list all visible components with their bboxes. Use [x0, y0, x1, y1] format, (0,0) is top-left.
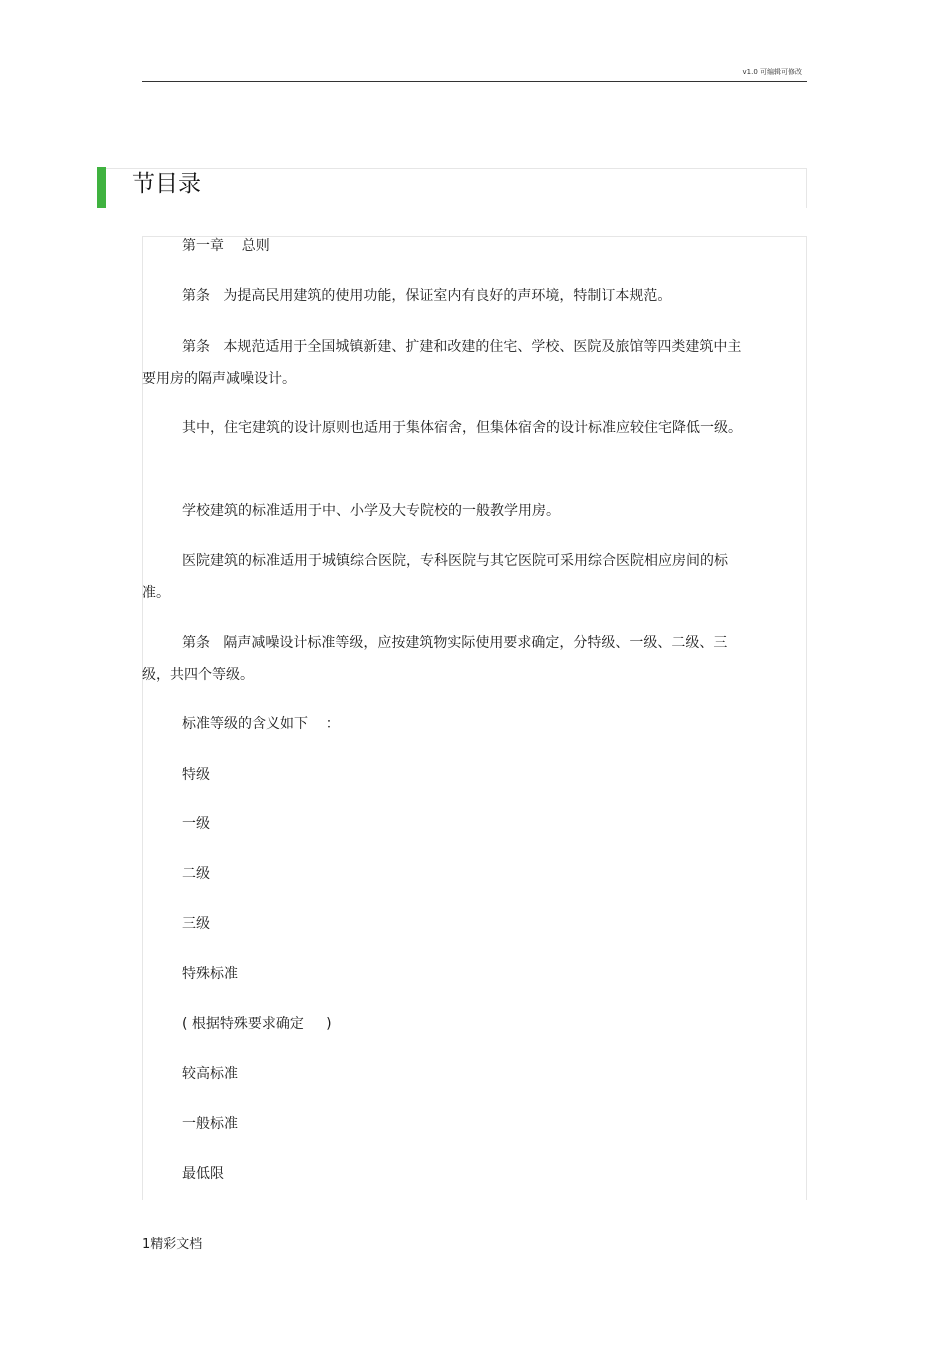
list-item-special-note: ( 根据特殊要求确定 ): [182, 1016, 332, 1032]
list-item-general-standard: 一般标准: [182, 1116, 238, 1132]
section-title: 节目录: [132, 171, 201, 197]
list-item-special-standard: 特殊标准: [182, 966, 238, 982]
list-item-minimum-limit: 最低限: [182, 1166, 224, 1182]
paragraph-school: 学校建筑的标准适用于中、小学及大专院校的一般教学用房。: [182, 503, 560, 519]
list-item-higher-standard: 较高标准: [182, 1066, 238, 1082]
page-footer: 1精彩文档: [142, 1237, 203, 1252]
paragraph-hospital: 医院建筑的标准适用于城镇综合医院，专科医院与其它医院可采用综合医院相应房间的标准。: [142, 553, 728, 601]
paragraph-article-scope: 第条 本规范适用于全国城镇新建、扩建和改建的住宅、学校、医院及旅馆等四类建筑中主要用房的隔声减噪设计。: [142, 339, 742, 387]
paragraph-article-grades: 第条 隔声减噪设计标准等级，应按建筑物实际使用要求确定，分特级、一级、二级、三级，共四个等级。: [142, 635, 728, 683]
section-title-frame: [106, 168, 807, 208]
list-item-grade-three: 三级: [182, 916, 210, 932]
list-item-grade-two: 二级: [182, 866, 210, 882]
paragraph-chapter-heading: 第一章 总则: [182, 238, 270, 254]
list-item-grade-special: 特级: [182, 767, 210, 783]
header-divider: [142, 81, 807, 82]
list-item-grade-one: 一级: [182, 816, 210, 832]
paragraph-grade-meaning: 标准等级的含义如下 ：: [182, 716, 340, 732]
section-title-accent-bar: [97, 167, 106, 208]
paragraph-article-purpose: 第条 为提高民用建筑的使用功能，保证室内有良好的声环境，特制订本规范。: [182, 288, 672, 304]
paragraph-residential: 其中，住宅建筑的设计原则也适用于集体宿舍，但集体宿舍的设计标准应较住宅降低一级。: [182, 420, 742, 436]
header-version-label: v1.0 可编辑可修改: [742, 68, 802, 76]
